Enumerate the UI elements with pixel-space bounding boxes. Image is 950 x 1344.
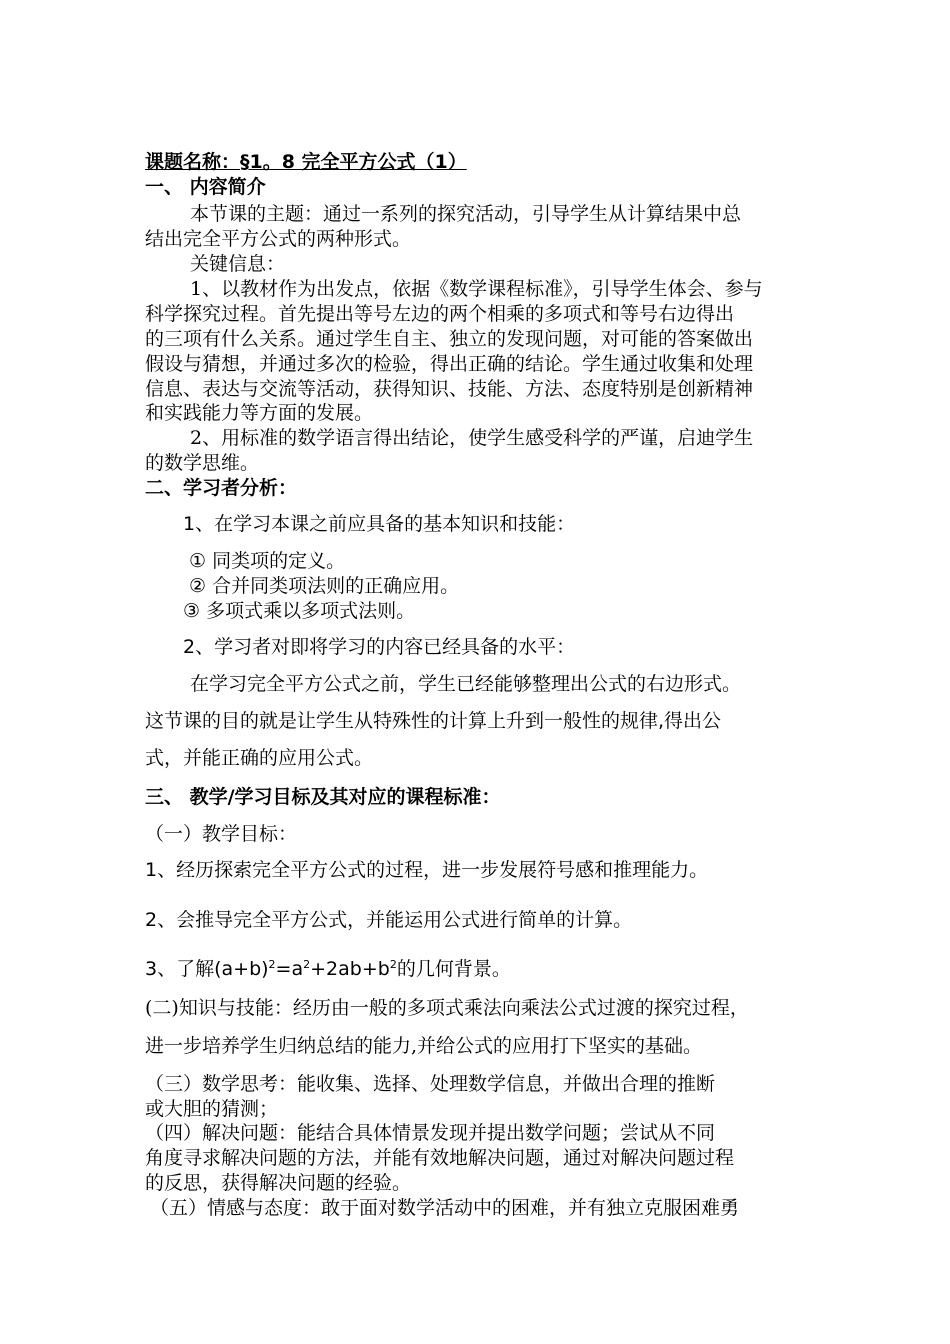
- paragraph-line: （五）情感与态度：敢于面对数学活动中的困难，并有独立克服困难勇: [150, 1197, 740, 1219]
- paragraph-line: 和实践能力等方面的发展。: [145, 402, 374, 424]
- paragraph-line: 结出完全平方公式的两种形式。: [145, 228, 412, 250]
- paragraph-line: 信息、表达与交流等活动，获得知识、技能、方法、态度特别是创新精神: [145, 378, 754, 400]
- list-item: ③ 多项式乘以多项式法则。: [183, 600, 416, 622]
- lesson-title: 课题名称：§1。8 完全平方公式（1）: [145, 151, 467, 173]
- paragraph-line: 1、以教材作为出发点，依据《数学课程标准》，引导学生体会、参与: [190, 278, 763, 300]
- paragraph-line: 的反思，获得解决问题的经验。: [145, 1172, 412, 1194]
- paragraph-line: 角度寻求解决问题的方法，并能有效地解决问题，通过对解决问题过程: [145, 1147, 735, 1169]
- paragraph-line: 或大胆的猜测；: [145, 1098, 279, 1120]
- paragraph-line: 的三项有什么关系。通过学生自主、独立的发现问题，对可能的答案做出: [145, 328, 754, 350]
- paragraph-line: 2、用标准的数学语言得出结论，使学生感受科学的严谨，启迪学生: [190, 427, 754, 449]
- paragraph-line: 的数学思维。: [145, 452, 260, 474]
- section-3-heading: 三、 教学/学习目标及其对应的课程标准：: [145, 786, 501, 808]
- paragraph-line: 本节课的主题：通过一系列的探究活动，引导学生从计算结果中总: [190, 203, 742, 225]
- paragraph-line: 在学习完全平方公式之前，学生已经能够整理出公式的右边形式。: [190, 673, 742, 695]
- paragraph-line: 1、在学习本课之前应具备的基本知识和技能：: [183, 513, 576, 535]
- section-2-heading: 二、学习者分析：: [145, 477, 298, 499]
- list-item: ② 合并同类项法则的正确应用。: [189, 575, 460, 597]
- paragraph-line: (二)知识与技能：经历由一般的多项式乘法向乘法公式过渡的探究过程，: [145, 997, 749, 1019]
- paragraph-line: 关键信息：: [190, 253, 286, 275]
- paragraph-line: 式，并能正确的应用公式。: [145, 747, 374, 769]
- paragraph-line: 2、学习者对即将学习的内容已经具备的水平：: [183, 636, 576, 658]
- goal-item: 1、经历探索完全平方公式的过程，进一步发展符号感和推理能力。: [145, 859, 709, 881]
- paragraph-line: （四）解决问题：能结合具体情景发现并提出数学问题；尝试从不同: [145, 1122, 716, 1144]
- paragraph-line: 假设与猜想，并通过多次的检验，得出正确的结论。学生通过收集和处理: [145, 353, 754, 375]
- paragraph-line: 科学探究过程。首先提出等号左边的两个相乘的多项式和等号右边得出: [145, 303, 735, 325]
- paragraph-line: 这节课的目的就是让学生从特殊性的计算上升到一般性的规律,得出公: [145, 710, 722, 732]
- goal-item-formula: 3、了解$(a+b)^2=a^2+2ab+b^2$的几何背景。: [145, 958, 511, 980]
- paragraph-line: 进一步培养学生归纳总结的能力,并给公式的应用打下坚实的基础。: [145, 1035, 703, 1057]
- goal-item: 2、会推导完全平方公式，并能运用公式进行简单的计算。: [145, 909, 633, 931]
- list-item: ① 同类项的定义。: [189, 550, 346, 572]
- subheading: （一）教学目标：: [145, 823, 298, 845]
- paragraph-line: （三）数学思考：能收集、选择、处理数学信息，并做出合理的推断: [145, 1073, 716, 1095]
- section-1-heading: 一、 内容简介: [145, 176, 266, 198]
